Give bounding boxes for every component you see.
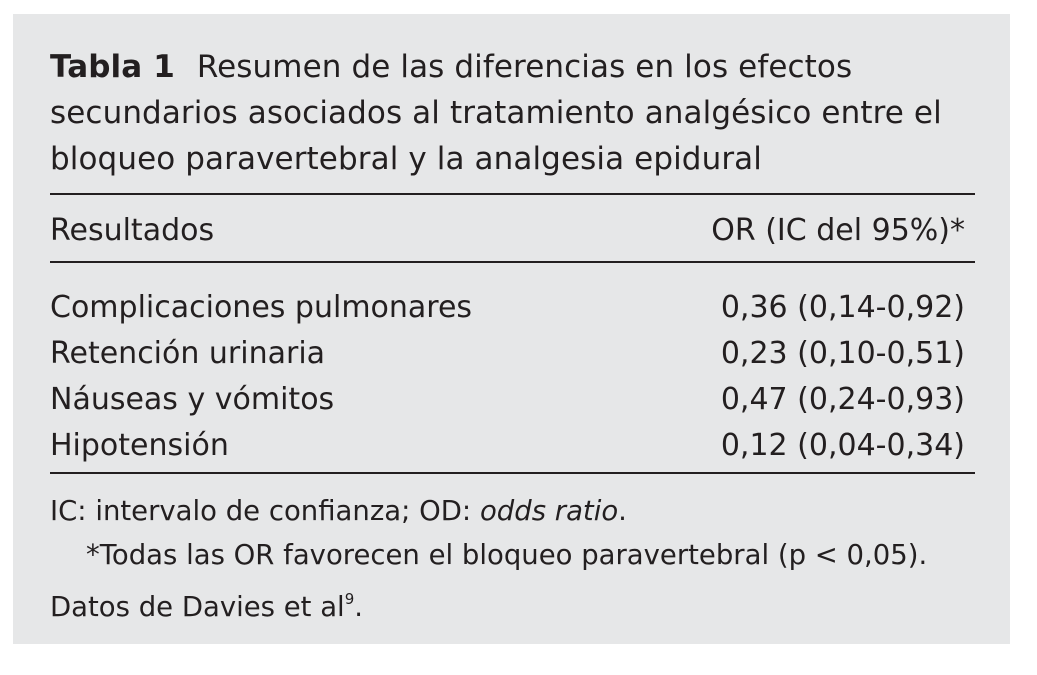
or-cell: 0,36 (0,14-0,92) — [720, 290, 965, 325]
result-cell: Complicaciones pulmonares — [50, 290, 473, 325]
asterisk-note: *Todas las OR favorecen el bloqueo paravertebral (p < 0,05). — [86, 539, 928, 571]
table-row — [50, 377, 965, 423]
or-cell: 0,47 (0,24-0,93) — [720, 382, 965, 417]
abbreviation-italic: odds ratio — [479, 495, 619, 527]
table-label: Tabla 1 — [50, 49, 175, 85]
header-results: Resultados — [50, 213, 215, 248]
abbreviation-note — [50, 489, 980, 533]
source-text: Datos de Davies et al — [50, 591, 345, 623]
result-cell: Hipotensión — [50, 428, 229, 463]
table-footnotes — [50, 489, 980, 629]
source-note — [50, 577, 980, 629]
abbreviation-suffix: . — [618, 495, 627, 527]
source-end: . — [354, 591, 363, 623]
top-rule — [50, 193, 975, 195]
or-cell: 0,23 (0,10-0,51) — [720, 336, 965, 371]
table-body — [50, 285, 965, 469]
result-cell: Retención urinaria — [50, 336, 326, 371]
abbreviation-prefix: IC: intervalo de confianza; OD: — [50, 495, 480, 527]
or-cell: 0,12 (0,04-0,34) — [720, 428, 965, 463]
table-row — [50, 331, 965, 377]
header-or: OR (IC del 95%)* — [711, 213, 965, 248]
result-cell: Náuseas y vómitos — [50, 382, 335, 417]
table-title: Resumen de las diferencias en los efectos secundarios asociados al tratamiento analgésico entre el bloqueo paravertebral y la analgesia epidural — [50, 49, 942, 177]
table-row — [50, 423, 965, 469]
bottom-rule — [50, 472, 975, 474]
source-reference: 9 — [344, 590, 355, 608]
table-caption — [50, 44, 970, 182]
header-rule — [50, 261, 975, 263]
table-row — [50, 285, 965, 331]
